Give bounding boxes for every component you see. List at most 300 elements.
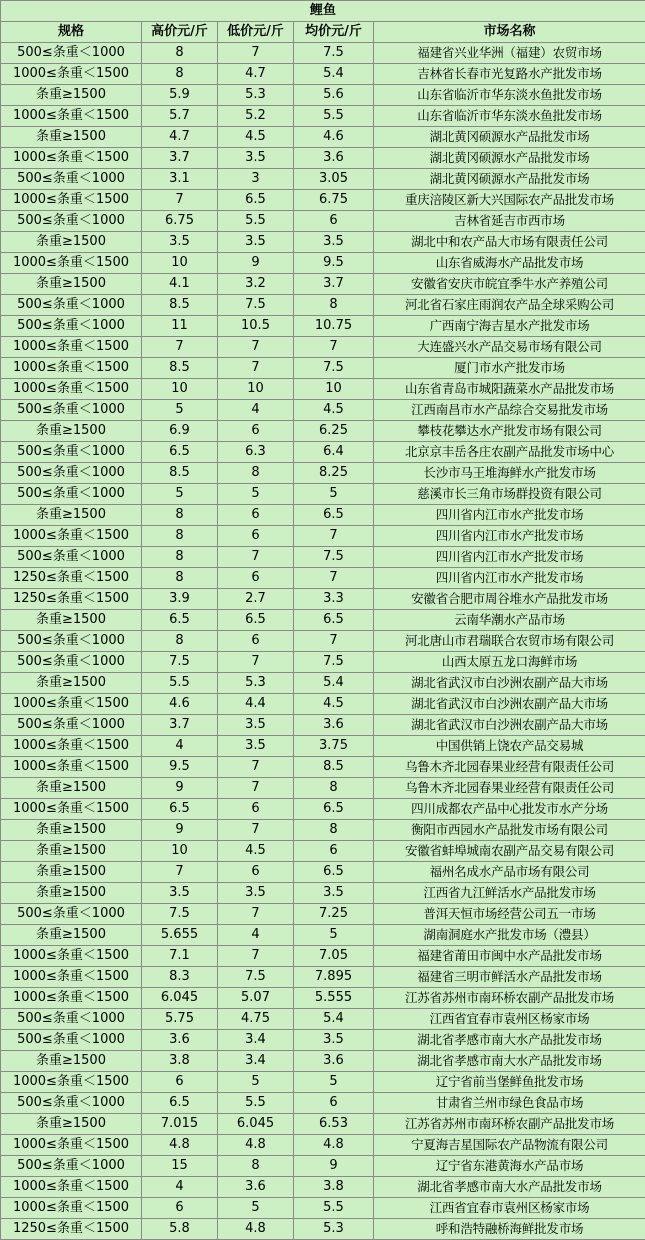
- cell-market-name: 云南华潮水产品市场: [374, 610, 645, 631]
- cell-spec: 1000≤条重＜1500: [1, 148, 142, 169]
- cell-low-price: 5.3: [218, 673, 294, 694]
- cell-high-price: 8: [142, 547, 218, 568]
- table-row: [1, 1177, 645, 1198]
- cell-low-price: 3.5: [218, 148, 294, 169]
- cell-low-price: 4.8: [218, 1219, 294, 1240]
- cell-spec: 1000≤条重＜1500: [1, 190, 142, 211]
- cell-low-price: 7: [218, 904, 294, 925]
- cell-spec: 500≤条重＜1000: [1, 631, 142, 652]
- cell-low-price: 4: [218, 400, 294, 421]
- cell-market-name: 安徽省安庆市皖宜季牛水产养殖公司: [374, 274, 645, 295]
- cell-market-name: 福建省三明市鲜活水产品批发市场: [374, 967, 645, 988]
- cell-market-name: 中国供销上饶农产品交易城: [374, 736, 645, 757]
- cell-avg-price: 5: [294, 484, 374, 505]
- cell-market-name: 四川省内江市水产批发市场: [374, 505, 645, 526]
- table-row: [1, 1093, 645, 1114]
- cell-market-name: 福州名成水产品市场有限公司: [374, 862, 645, 883]
- cell-high-price: 3.9: [142, 589, 218, 610]
- cell-spec: 500≤条重＜1000: [1, 43, 142, 64]
- cell-low-price: 5: [218, 1198, 294, 1219]
- cell-low-price: 3.5: [218, 736, 294, 757]
- cell-avg-price: 7.5: [294, 43, 374, 64]
- table-row: [1, 547, 645, 568]
- cell-spec: 条重≥1500: [1, 1114, 142, 1135]
- cell-avg-price: 6.75: [294, 190, 374, 211]
- cell-avg-price: 7.5: [294, 358, 374, 379]
- cell-spec: 1000≤条重＜1500: [1, 64, 142, 85]
- cell-market-name: 四川省内江市水产批发市场: [374, 547, 645, 568]
- cell-spec: 1000≤条重＜1500: [1, 988, 142, 1009]
- cell-avg-price: 6.4: [294, 442, 374, 463]
- cell-low-price: 5: [218, 1072, 294, 1093]
- cell-low-price: 7: [218, 358, 294, 379]
- cell-market-name: 山西太原五龙口海鲜市场: [374, 652, 645, 673]
- cell-low-price: 5.5: [218, 211, 294, 232]
- cell-market-name: 山东省青岛市城阳蔬菜水产品批发市场: [374, 379, 645, 400]
- cell-market-name: 山东省临沂市华东淡水鱼批发市场: [374, 85, 645, 106]
- cell-low-price: 3.5: [218, 883, 294, 904]
- table-row: [1, 484, 645, 505]
- cell-market-name: 湖北省武汉市白沙洲农副产品大市场: [374, 715, 645, 736]
- cell-low-price: 6: [218, 568, 294, 589]
- table-row: [1, 442, 645, 463]
- cell-spec: 1000≤条重＜1500: [1, 1177, 142, 1198]
- table-row: [1, 1114, 645, 1135]
- cell-high-price: 9.5: [142, 757, 218, 778]
- table-title: 鲤鱼: [1, 1, 645, 22]
- table-row: [1, 211, 645, 232]
- cell-high-price: 9: [142, 778, 218, 799]
- cell-low-price: 5.07: [218, 988, 294, 1009]
- cell-high-price: 8: [142, 568, 218, 589]
- cell-market-name: 江西省九江鲜活水产品批发市场: [374, 883, 645, 904]
- cell-high-price: 3.1: [142, 169, 218, 190]
- cell-avg-price: 5.4: [294, 64, 374, 85]
- cell-avg-price: 8: [294, 820, 374, 841]
- table-row: [1, 799, 645, 820]
- cell-low-price: 6.5: [218, 190, 294, 211]
- cell-spec: 1000≤条重＜1500: [1, 967, 142, 988]
- cell-market-name: 北京京丰岳各庄农副产品批发市场中心: [374, 442, 645, 463]
- cell-high-price: 7: [142, 190, 218, 211]
- cell-market-name: 四川省内江市水产批发市场: [374, 568, 645, 589]
- table-row: [1, 652, 645, 673]
- cell-market-name: 乌鲁木齐北园春果业经营有限责任公司: [374, 778, 645, 799]
- cell-high-price: 5.75: [142, 1009, 218, 1030]
- table-row: [1, 988, 645, 1009]
- cell-avg-price: 3.5: [294, 1030, 374, 1051]
- cell-high-price: 11: [142, 316, 218, 337]
- cell-low-price: 3.2: [218, 274, 294, 295]
- cell-low-price: 7: [218, 820, 294, 841]
- cell-market-name: 呼和浩特融桥海鲜批发市场: [374, 1219, 645, 1240]
- cell-avg-price: 3.3: [294, 589, 374, 610]
- cell-market-name: 湖北中和农产品大市场有限责任公司: [374, 232, 645, 253]
- cell-high-price: 4.8: [142, 1135, 218, 1156]
- cell-high-price: 8.3: [142, 967, 218, 988]
- table-row: [1, 967, 645, 988]
- cell-low-price: 7: [218, 946, 294, 967]
- cell-avg-price: 3.8: [294, 1177, 374, 1198]
- cell-avg-price: 9.5: [294, 253, 374, 274]
- cell-market-name: 湖北省武汉市白沙洲农副产品大市场: [374, 694, 645, 715]
- cell-high-price: 7.015: [142, 1114, 218, 1135]
- cell-low-price: 7: [218, 337, 294, 358]
- header-market-name: 市场名称: [374, 22, 645, 43]
- cell-high-price: 8: [142, 526, 218, 547]
- table-row: [1, 43, 645, 64]
- cell-high-price: 6.5: [142, 799, 218, 820]
- table-row: [1, 463, 645, 484]
- cell-high-price: 3.8: [142, 1051, 218, 1072]
- cell-low-price: 6.5: [218, 610, 294, 631]
- table-row: [1, 1030, 645, 1051]
- cell-market-name: 衡阳市西园水产品批发市场有限公司: [374, 820, 645, 841]
- cell-avg-price: 8: [294, 295, 374, 316]
- table-row: [1, 85, 645, 106]
- cell-spec: 条重≥1500: [1, 778, 142, 799]
- table-row: [1, 883, 645, 904]
- cell-high-price: 6.045: [142, 988, 218, 1009]
- cell-market-name: 山东省威海水产品批发市场: [374, 253, 645, 274]
- table-row: [1, 64, 645, 85]
- cell-spec: 1000≤条重＜1500: [1, 379, 142, 400]
- table-row: [1, 862, 645, 883]
- cell-avg-price: 3.6: [294, 715, 374, 736]
- cell-market-name: 湖北省孝感市南大水产品批发市场: [374, 1051, 645, 1072]
- cell-market-name: 乌鲁木齐北园春果业经营有限责任公司: [374, 757, 645, 778]
- cell-low-price: 10.5: [218, 316, 294, 337]
- cell-high-price: 9: [142, 820, 218, 841]
- cell-spec: 条重≥1500: [1, 85, 142, 106]
- cell-low-price: 6.3: [218, 442, 294, 463]
- cell-low-price: 7.5: [218, 295, 294, 316]
- cell-high-price: 3.7: [142, 148, 218, 169]
- cell-high-price: 6.5: [142, 610, 218, 631]
- cell-spec: 1250≤条重＜1500: [1, 568, 142, 589]
- cell-high-price: 4: [142, 1177, 218, 1198]
- cell-spec: 1000≤条重＜1500: [1, 736, 142, 757]
- cell-high-price: 4.7: [142, 127, 218, 148]
- cell-spec: 500≤条重＜1000: [1, 169, 142, 190]
- cell-low-price: 7: [218, 757, 294, 778]
- cell-avg-price: 5.5: [294, 1198, 374, 1219]
- cell-market-name: 湖北黄冈硕源水产品批发市场: [374, 148, 645, 169]
- cell-high-price: 6.5: [142, 442, 218, 463]
- cell-market-name: 甘肃省兰州市绿色食品市场: [374, 1093, 645, 1114]
- cell-low-price: 3.5: [218, 715, 294, 736]
- table-row: [1, 1051, 645, 1072]
- cell-low-price: 4.4: [218, 694, 294, 715]
- cell-market-name: 湖北黄冈硕源水产品批发市场: [374, 169, 645, 190]
- cell-spec: 条重≥1500: [1, 505, 142, 526]
- table-row: [1, 631, 645, 652]
- table-row: [1, 169, 645, 190]
- header-avg-price: 均价元/斤: [294, 22, 374, 43]
- cell-low-price: 6: [218, 421, 294, 442]
- cell-avg-price: 7.895: [294, 967, 374, 988]
- cell-market-name: 江西省宜春市袁州区杨家市场: [374, 1009, 645, 1030]
- cell-low-price: 5: [218, 484, 294, 505]
- cell-spec: 500≤条重＜1000: [1, 1156, 142, 1177]
- cell-high-price: 7.1: [142, 946, 218, 967]
- table-row: [1, 694, 645, 715]
- cell-market-name: 慈溪市长三角市场群投资有限公司: [374, 484, 645, 505]
- cell-spec: 条重≥1500: [1, 925, 142, 946]
- table-row: [1, 1009, 645, 1030]
- cell-spec: 500≤条重＜1000: [1, 484, 142, 505]
- cell-high-price: 6: [142, 1198, 218, 1219]
- cell-high-price: 5: [142, 484, 218, 505]
- cell-market-name: 湖南洞庭水产批发市场（澧县）: [374, 925, 645, 946]
- table-row: [1, 379, 645, 400]
- cell-market-name: 重庆涪陵区新大兴国际农产品批发市场: [374, 190, 645, 211]
- cell-market-name: 四川成都农产品中心批发市水产分场: [374, 799, 645, 820]
- cell-low-price: 7: [218, 43, 294, 64]
- cell-high-price: 3.5: [142, 883, 218, 904]
- cell-avg-price: 10.75: [294, 316, 374, 337]
- table-row: [1, 820, 645, 841]
- cell-spec: 1000≤条重＜1500: [1, 1072, 142, 1093]
- cell-avg-price: 4.8: [294, 1135, 374, 1156]
- table-row: [1, 274, 645, 295]
- cell-low-price: 7: [218, 652, 294, 673]
- table-row: [1, 253, 645, 274]
- cell-avg-price: 6.5: [294, 610, 374, 631]
- cell-low-price: 8: [218, 1156, 294, 1177]
- cell-spec: 条重≥1500: [1, 673, 142, 694]
- cell-avg-price: 8.5: [294, 757, 374, 778]
- cell-low-price: 3.5: [218, 232, 294, 253]
- cell-avg-price: 5.6: [294, 85, 374, 106]
- cell-avg-price: 6.5: [294, 799, 374, 820]
- cell-low-price: 4.8: [218, 1135, 294, 1156]
- table-row: [1, 778, 645, 799]
- cell-high-price: 8: [142, 43, 218, 64]
- cell-high-price: 7.5: [142, 904, 218, 925]
- cell-spec: 1000≤条重＜1500: [1, 946, 142, 967]
- cell-high-price: 3.7: [142, 715, 218, 736]
- cell-market-name: 湖北省孝感市南大水产品批发市场: [374, 1177, 645, 1198]
- cell-market-name: 山东省临沂市华东淡水鱼批发市场: [374, 106, 645, 127]
- table-row: [1, 757, 645, 778]
- cell-avg-price: 6.25: [294, 421, 374, 442]
- table-row: [1, 505, 645, 526]
- cell-low-price: 5.2: [218, 106, 294, 127]
- cell-low-price: 5.5: [218, 1093, 294, 1114]
- cell-market-name: 河北省石家庄雨润农产品全球采购公司: [374, 295, 645, 316]
- table-row: [1, 1072, 645, 1093]
- cell-avg-price: 5.5: [294, 106, 374, 127]
- table-row: [1, 526, 645, 547]
- cell-low-price: 9: [218, 253, 294, 274]
- cell-avg-price: 6.5: [294, 862, 374, 883]
- table-row: [1, 610, 645, 631]
- table-row: [1, 841, 645, 862]
- cell-spec: 500≤条重＜1000: [1, 316, 142, 337]
- cell-market-name: 吉林省长春市光复路水产批发市场: [374, 64, 645, 85]
- cell-spec: 条重≥1500: [1, 883, 142, 904]
- cell-spec: 条重≥1500: [1, 862, 142, 883]
- cell-low-price: 6: [218, 631, 294, 652]
- cell-avg-price: 6.5: [294, 505, 374, 526]
- cell-spec: 500≤条重＜1000: [1, 715, 142, 736]
- cell-spec: 条重≥1500: [1, 232, 142, 253]
- cell-spec: 500≤条重＜1000: [1, 904, 142, 925]
- cell-low-price: 4.5: [218, 127, 294, 148]
- table-body: [1, 43, 645, 1240]
- cell-avg-price: 3.75: [294, 736, 374, 757]
- cell-avg-price: 10: [294, 379, 374, 400]
- cell-market-name: 江西省宜春市袁州区杨家市场: [374, 1198, 645, 1219]
- cell-spec: 条重≥1500: [1, 610, 142, 631]
- cell-spec: 500≤条重＜1000: [1, 211, 142, 232]
- cell-avg-price: 5.4: [294, 673, 374, 694]
- cell-avg-price: 3.6: [294, 148, 374, 169]
- cell-low-price: 6: [218, 526, 294, 547]
- cell-market-name: 湖北黄冈硕源水产品批发市场: [374, 127, 645, 148]
- cell-high-price: 8: [142, 631, 218, 652]
- cell-high-price: 4.1: [142, 274, 218, 295]
- table-row: [1, 421, 645, 442]
- cell-spec: 500≤条重＜1000: [1, 442, 142, 463]
- table-row: [1, 337, 645, 358]
- cell-low-price: 6: [218, 862, 294, 883]
- cell-avg-price: 4.5: [294, 694, 374, 715]
- cell-high-price: 5.8: [142, 1219, 218, 1240]
- cell-high-price: 5: [142, 400, 218, 421]
- cell-high-price: 8.5: [142, 358, 218, 379]
- cell-avg-price: 6: [294, 841, 374, 862]
- cell-low-price: 7.5: [218, 967, 294, 988]
- table-row: [1, 400, 645, 421]
- cell-avg-price: 7: [294, 337, 374, 358]
- cell-high-price: 8: [142, 505, 218, 526]
- cell-avg-price: 4.5: [294, 400, 374, 421]
- cell-avg-price: 5.3: [294, 1219, 374, 1240]
- cell-market-name: 大连盛兴水产品交易市场有限公司: [374, 337, 645, 358]
- cell-market-name: 攀枝花攀达水产批发市场有限公司: [374, 421, 645, 442]
- cell-spec: 500≤条重＜1000: [1, 1030, 142, 1051]
- cell-low-price: 8: [218, 463, 294, 484]
- cell-spec: 条重≥1500: [1, 127, 142, 148]
- cell-low-price: 3: [218, 169, 294, 190]
- cell-spec: 1000≤条重＜1500: [1, 799, 142, 820]
- cell-avg-price: 3.6: [294, 1051, 374, 1072]
- cell-market-name: 厦门市水产批发市场: [374, 358, 645, 379]
- cell-market-name: 长沙市马王堆海鲜水产批发市场: [374, 463, 645, 484]
- cell-avg-price: 3.5: [294, 232, 374, 253]
- cell-spec: 500≤条重＜1000: [1, 652, 142, 673]
- cell-spec: 1000≤条重＜1500: [1, 358, 142, 379]
- cell-spec: 500≤条重＜1000: [1, 547, 142, 568]
- table-row: [1, 736, 645, 757]
- cell-spec: 1000≤条重＜1500: [1, 253, 142, 274]
- cell-spec: 1000≤条重＜1500: [1, 757, 142, 778]
- cell-avg-price: 7: [294, 568, 374, 589]
- cell-low-price: 3.4: [218, 1051, 294, 1072]
- cell-avg-price: 7.05: [294, 946, 374, 967]
- cell-avg-price: 3.5: [294, 883, 374, 904]
- table-row: [1, 358, 645, 379]
- cell-low-price: 5.3: [218, 85, 294, 106]
- cell-avg-price: 3.05: [294, 169, 374, 190]
- header-low-price: 低价元/斤: [218, 22, 294, 43]
- cell-spec: 1000≤条重＜1500: [1, 526, 142, 547]
- cell-low-price: 6: [218, 505, 294, 526]
- cell-low-price: 4.5: [218, 841, 294, 862]
- cell-low-price: 7: [218, 778, 294, 799]
- cell-high-price: 7.5: [142, 652, 218, 673]
- cell-market-name: 普洱天恒市场经营公司五一市场: [374, 904, 645, 925]
- cell-spec: 500≤条重＜1000: [1, 463, 142, 484]
- cell-spec: 500≤条重＜1000: [1, 295, 142, 316]
- table-row: [1, 946, 645, 967]
- table-row: [1, 106, 645, 127]
- table-row: [1, 568, 645, 589]
- cell-low-price: 6.045: [218, 1114, 294, 1135]
- cell-low-price: 7: [218, 547, 294, 568]
- cell-spec: 条重≥1500: [1, 421, 142, 442]
- table-row: [1, 295, 645, 316]
- cell-low-price: 4.75: [218, 1009, 294, 1030]
- table-row: [1, 715, 645, 736]
- table-row: [1, 232, 645, 253]
- cell-avg-price: 7: [294, 631, 374, 652]
- cell-spec: 1000≤条重＜1500: [1, 1135, 142, 1156]
- cell-avg-price: 6: [294, 211, 374, 232]
- cell-avg-price: 7: [294, 526, 374, 547]
- cell-spec: 1000≤条重＜1500: [1, 1198, 142, 1219]
- cell-low-price: 3.6: [218, 1177, 294, 1198]
- cell-avg-price: 8.25: [294, 463, 374, 484]
- cell-spec: 500≤条重＜1000: [1, 1093, 142, 1114]
- cell-high-price: 10: [142, 379, 218, 400]
- cell-high-price: 8: [142, 64, 218, 85]
- cell-market-name: 福建省兴业华洲（福建）农贸市场: [374, 43, 645, 64]
- table-row: [1, 148, 645, 169]
- cell-high-price: 7: [142, 337, 218, 358]
- cell-high-price: 15: [142, 1156, 218, 1177]
- cell-market-name: 吉林省延吉市西市场: [374, 211, 645, 232]
- cell-high-price: 5.655: [142, 925, 218, 946]
- cell-spec: 条重≥1500: [1, 820, 142, 841]
- cell-high-price: 8.5: [142, 295, 218, 316]
- cell-high-price: 4: [142, 736, 218, 757]
- table-row: [1, 127, 645, 148]
- cell-low-price: 10: [218, 379, 294, 400]
- cell-avg-price: 5: [294, 925, 374, 946]
- cell-avg-price: 5.555: [294, 988, 374, 1009]
- table-row: [1, 1156, 645, 1177]
- header-spec: 规格: [1, 22, 142, 43]
- cell-market-name: 福建省莆田市闽中水产品批发市场: [374, 946, 645, 967]
- header-high-price: 高价元/斤: [142, 22, 218, 43]
- cell-spec: 1000≤条重＜1500: [1, 337, 142, 358]
- cell-spec: 1250≤条重＜1500: [1, 1219, 142, 1240]
- table-row: [1, 1198, 645, 1219]
- cell-high-price: 6.9: [142, 421, 218, 442]
- table-row: [1, 925, 645, 946]
- cell-avg-price: 5.4: [294, 1009, 374, 1030]
- cell-avg-price: 3.7: [294, 274, 374, 295]
- cell-avg-price: 6.53: [294, 1114, 374, 1135]
- cell-high-price: 10: [142, 253, 218, 274]
- cell-high-price: 5.7: [142, 106, 218, 127]
- table-row: [1, 1219, 645, 1240]
- table-row: [1, 1135, 645, 1156]
- cell-high-price: 3.5: [142, 232, 218, 253]
